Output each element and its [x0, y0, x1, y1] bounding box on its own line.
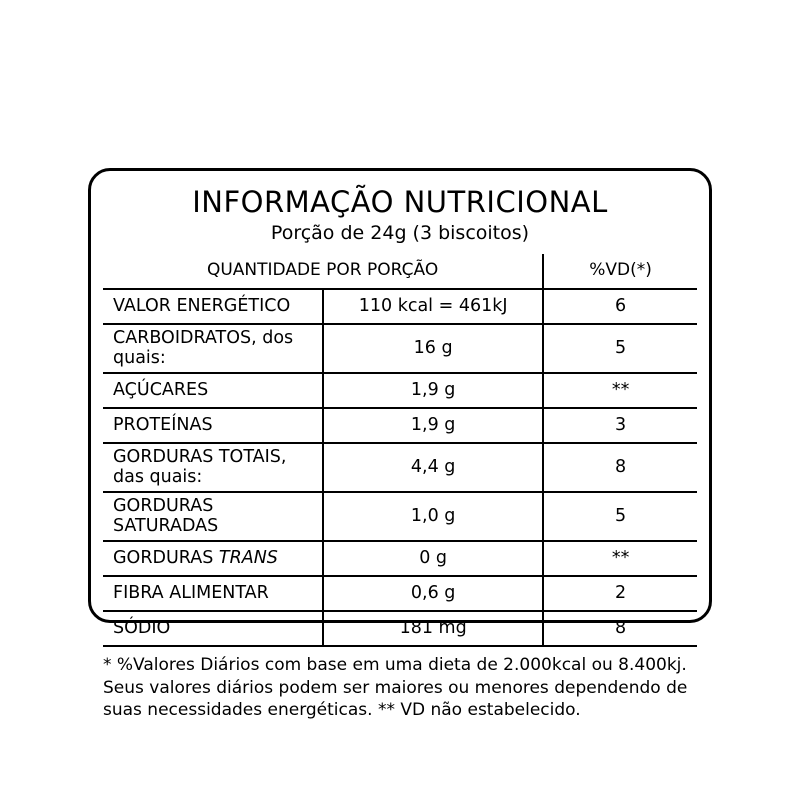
table-row: [103, 324, 697, 373]
row-name-italic: TRANS: [218, 548, 278, 568]
row-name: PROTEÍNAS: [103, 408, 323, 443]
footnote-line-2: Seus valores diários podem ser maiores ou menores dependendo de: [103, 677, 688, 698]
row-value: 1,0 g: [323, 492, 543, 541]
page-title: INFORMAÇÃO NUTRICIONAL: [192, 185, 608, 219]
row-value: 1,9 g: [323, 373, 543, 408]
footnote-line-1: * %Valores Diários com base em uma dieta de 2.000kcal ou 8.400kj.: [103, 655, 687, 675]
table-row: [103, 373, 697, 408]
row-vd: 8: [543, 443, 697, 492]
row-vd: 2: [543, 576, 697, 611]
row-value: 0 g: [323, 541, 543, 576]
row-vd: **: [543, 373, 697, 408]
header-percent-vd: %VD(*): [543, 254, 697, 289]
row-value: 16 g: [323, 324, 543, 373]
row-name: CARBOIDRATOS, dos quais:: [103, 324, 323, 373]
nutrition-table: [103, 254, 697, 645]
row-vd: 3: [543, 408, 697, 443]
row-value: 110 kcal = 461kJ: [323, 289, 543, 324]
nutrition-facts-panel: [88, 168, 712, 721]
header-quantity-per-serving: QUANTIDADE POR PORÇÃO: [206, 260, 439, 280]
table-row: [103, 611, 697, 645]
row-vd: 5: [543, 492, 697, 541]
row-vd: 8: [543, 611, 697, 645]
row-value: 1,9 g: [323, 408, 543, 443]
row-name: VALOR ENERGÉTICO: [103, 289, 323, 324]
row-name: GORDURAS TOTAIS, das quais:: [103, 443, 323, 492]
table-row: [103, 289, 697, 324]
row-name: [103, 541, 323, 576]
row-value: 4,4 g: [323, 443, 543, 492]
row-name: AÇÚCARES: [103, 373, 323, 408]
row-name-text: GORDURAS: [113, 548, 219, 568]
serving-size-text: Porção de 24g (3 biscoitos): [270, 222, 530, 244]
row-vd: 5: [543, 324, 697, 373]
row-value: 0,6 g: [323, 576, 543, 611]
table-row: [103, 443, 697, 492]
row-vd: **: [543, 541, 697, 576]
table-row: [103, 408, 697, 443]
table-row: [103, 541, 697, 576]
row-name: GORDURAS SATURADAS: [103, 492, 323, 541]
footnote-line-3: suas necessidades energéticas. ** VD não estabelecido.: [103, 700, 581, 721]
footnote: [103, 645, 697, 722]
row-value: 181 mg: [323, 611, 543, 645]
table-header-row: [103, 254, 697, 289]
row-name: FIBRA ALIMENTAR: [103, 576, 323, 611]
table-row: [103, 492, 697, 541]
row-vd: 6: [543, 289, 697, 324]
row-name: SÓDIO: [103, 611, 323, 645]
table-row: [103, 576, 697, 611]
